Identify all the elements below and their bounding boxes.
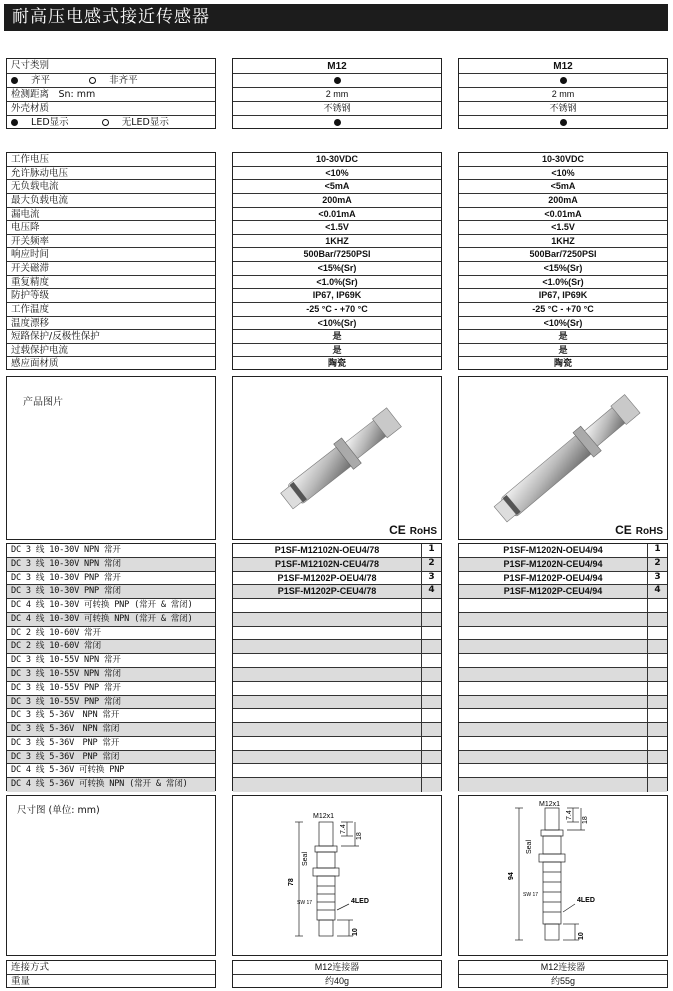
electrical-value: <5mA bbox=[233, 180, 441, 194]
model-index bbox=[647, 627, 667, 640]
wiring-label-block bbox=[6, 543, 216, 791]
model-row bbox=[233, 572, 441, 586]
dim-18: 18 bbox=[582, 816, 589, 824]
dim-18: 18 bbox=[356, 832, 363, 840]
length-dim: 78 bbox=[288, 878, 295, 886]
model-row bbox=[233, 737, 441, 751]
electrical-label: 无负载电流 bbox=[7, 180, 215, 194]
sensor-photo-short bbox=[233, 377, 441, 539]
wiring-type-label: DC 4 线 5-36V 可转换 NPN (常开 & 常闭) bbox=[7, 778, 215, 792]
model-row bbox=[233, 640, 441, 654]
model-row bbox=[233, 544, 441, 558]
rohs-mark: RoHS bbox=[409, 526, 437, 537]
empty-circle-icon bbox=[89, 77, 96, 84]
model-row bbox=[233, 585, 441, 599]
model-index bbox=[647, 737, 667, 750]
model-number bbox=[459, 613, 647, 626]
size-value: M12 bbox=[459, 59, 667, 74]
model-number bbox=[233, 682, 421, 695]
electrical-value: <10% bbox=[233, 167, 441, 181]
product-image-2 bbox=[458, 376, 668, 540]
filled-dot-icon bbox=[11, 119, 18, 126]
model-row bbox=[459, 627, 667, 641]
electrical-value: 是 bbox=[459, 330, 667, 344]
ce-mark: CE bbox=[389, 523, 406, 537]
housing-value: 不锈钢 bbox=[459, 102, 667, 116]
page-title: 耐高压电感式接近传感器 bbox=[4, 4, 668, 31]
size-value: M12 bbox=[233, 59, 441, 74]
model-number bbox=[459, 709, 647, 722]
spec-column-2 bbox=[458, 58, 668, 129]
model-index: 4 bbox=[421, 585, 441, 598]
wiring-type-label: DC 3 线 10-30V PNP 常闭 bbox=[7, 585, 215, 599]
wiring-type-label: DC 2 线 10-60V 常闭 bbox=[7, 640, 215, 654]
connection-column-1 bbox=[232, 960, 442, 988]
electrical-value: 500Bar/7250PSI bbox=[459, 248, 667, 262]
sensing-distance-label: 检测距离 Sn: mm bbox=[7, 88, 215, 102]
model-number: P1SF-M1202P-OEU4/94 bbox=[503, 572, 603, 583]
model-index bbox=[421, 627, 441, 640]
flush-indicator bbox=[459, 74, 667, 88]
filled-dot-icon bbox=[11, 77, 18, 84]
connection-value: M12连接器 bbox=[233, 961, 441, 975]
model-number: P1SF-M1202N-OEU4/94 bbox=[503, 545, 603, 555]
spec-column-1 bbox=[232, 58, 442, 129]
electrical-value: 200mA bbox=[233, 194, 441, 208]
thread-dim: M12x1 bbox=[539, 801, 561, 808]
certification-marks bbox=[389, 523, 437, 537]
electrical-label: 开关磁滞 bbox=[7, 262, 215, 276]
wiring-type-label: DC 3 线 10-30V PNP 常开 bbox=[7, 572, 215, 586]
no-led-label: 无LED显示 bbox=[121, 117, 169, 128]
electrical-value: 10-30VDC bbox=[459, 153, 667, 167]
electrical-column-2 bbox=[458, 152, 668, 370]
model-index: 3 bbox=[421, 572, 441, 585]
model-index bbox=[421, 640, 441, 653]
seal-label: Seal bbox=[302, 851, 309, 866]
model-row bbox=[459, 654, 667, 668]
model-index bbox=[421, 696, 441, 709]
model-row bbox=[459, 723, 667, 737]
model-row bbox=[459, 613, 667, 627]
connection-label-block bbox=[6, 960, 216, 988]
wiring-type-label: DC 3 线 10-55V PNP 常开 bbox=[7, 682, 215, 696]
filled-dot-icon bbox=[334, 77, 341, 84]
model-row bbox=[233, 682, 441, 696]
model-number: P1SF-M12102N-OEU4/78 bbox=[274, 545, 380, 555]
electrical-value: <5mA bbox=[459, 180, 667, 194]
spec-label-block bbox=[6, 58, 216, 129]
model-row bbox=[459, 709, 667, 723]
wiring-type-label: DC 4 线 5-36V 可转换 PNP bbox=[7, 764, 215, 778]
model-row bbox=[459, 544, 667, 558]
model-number bbox=[233, 696, 421, 709]
product-image-label: 产品图片 bbox=[23, 397, 63, 408]
model-number bbox=[233, 613, 421, 626]
model-row bbox=[233, 764, 441, 778]
wiring-type-label: DC 3 线 5-36V NPN 常开 bbox=[7, 709, 215, 723]
dimension-label: 尺寸图 (单位: mm) bbox=[17, 805, 100, 816]
ce-mark: CE bbox=[615, 523, 632, 537]
flush-option-row bbox=[7, 74, 215, 88]
model-number: P1SF-M1202P-CEU4/78 bbox=[277, 586, 377, 597]
connection-label: 连接方式 bbox=[7, 961, 215, 975]
model-index: 1 bbox=[421, 544, 441, 557]
electrical-value: 500Bar/7250PSI bbox=[233, 248, 441, 262]
model-number bbox=[233, 627, 421, 640]
model-number bbox=[459, 723, 647, 736]
electrical-value: <1.0%(Sr) bbox=[459, 276, 667, 290]
electrical-label: 开关频率 bbox=[7, 235, 215, 249]
model-index bbox=[421, 737, 441, 750]
electrical-value: 陶瓷 bbox=[327, 358, 346, 369]
model-row bbox=[233, 654, 441, 668]
dimension-drawing-2 bbox=[458, 795, 668, 956]
model-index bbox=[421, 709, 441, 722]
wrench-size: SW 17 bbox=[297, 900, 313, 906]
model-index bbox=[421, 778, 441, 792]
model-index bbox=[647, 778, 667, 792]
model-row bbox=[459, 572, 667, 586]
model-number bbox=[233, 737, 421, 750]
model-index bbox=[421, 723, 441, 736]
model-index bbox=[647, 668, 667, 681]
led-indicator bbox=[459, 116, 667, 130]
model-index bbox=[647, 640, 667, 653]
model-number bbox=[459, 764, 647, 777]
dim-10: 10 bbox=[578, 932, 585, 940]
size-type-label: 尺寸类别 bbox=[7, 59, 215, 74]
product-image-1 bbox=[232, 376, 442, 540]
housing-label: 外壳材质 bbox=[7, 102, 215, 116]
model-row bbox=[459, 751, 667, 765]
led-label: LED显示 bbox=[31, 117, 69, 128]
electrical-label: 温度漂移 bbox=[7, 317, 215, 331]
wiring-type-label: DC 3 线 5-36V NPN 常闭 bbox=[7, 723, 215, 737]
weight-label: 重量 bbox=[11, 976, 31, 987]
thread-dim: M12x1 bbox=[313, 813, 335, 820]
model-number: P1SF-M1202P-OEU4/78 bbox=[277, 572, 377, 583]
electrical-value: <15%(Sr) bbox=[233, 262, 441, 276]
wrench-size: SW 17 bbox=[523, 892, 539, 898]
model-row bbox=[233, 723, 441, 737]
model-column-2 bbox=[458, 543, 668, 791]
led-callout: 4LED bbox=[351, 898, 369, 905]
model-number bbox=[233, 751, 421, 764]
model-number bbox=[233, 599, 421, 612]
model-number bbox=[233, 709, 421, 722]
model-number bbox=[233, 668, 421, 681]
electrical-value: <0.01mA bbox=[459, 208, 667, 222]
wiring-type-label: DC 3 线 5-36V PNP 常开 bbox=[7, 737, 215, 751]
model-row bbox=[459, 558, 667, 572]
product-image-label-block bbox=[6, 376, 216, 540]
led-callout: 4LED bbox=[577, 897, 595, 904]
model-row bbox=[233, 599, 441, 613]
model-number bbox=[459, 778, 647, 792]
model-row bbox=[233, 627, 441, 641]
weight-value: 约55g bbox=[550, 976, 576, 986]
filled-dot-icon bbox=[560, 119, 567, 126]
model-index bbox=[647, 723, 667, 736]
sensing-value: 2 mm bbox=[233, 88, 441, 102]
model-number: P1SF-M1202P-CEU4/94 bbox=[503, 586, 603, 597]
wiring-type-label: DC 2 线 10-60V 常开 bbox=[7, 627, 215, 641]
model-row bbox=[233, 668, 441, 682]
model-number bbox=[233, 723, 421, 736]
led-indicator bbox=[233, 116, 441, 130]
electrical-label: 漏电流 bbox=[7, 208, 215, 222]
electrical-value: IP67, IP69K bbox=[233, 289, 441, 303]
model-column-1 bbox=[232, 543, 442, 791]
electrical-value: <10%(Sr) bbox=[233, 317, 441, 331]
model-row bbox=[459, 696, 667, 710]
electrical-value: -25 °C - +70 °C bbox=[233, 303, 441, 317]
model-index bbox=[647, 682, 667, 695]
sensing-value: 2 mm bbox=[459, 88, 667, 102]
wiring-type-label: DC 4 线 10-30V 可转换 PNP (常开 & 常闭) bbox=[7, 599, 215, 613]
length-dim: 94 bbox=[508, 872, 515, 880]
electrical-label: 最大负载电流 bbox=[7, 194, 215, 208]
model-index bbox=[647, 696, 667, 709]
electrical-label: 重复精度 bbox=[7, 276, 215, 290]
non-flush-label: 非齐平 bbox=[109, 75, 138, 86]
dimension-drawing-1 bbox=[232, 795, 442, 956]
electrical-value: 是 bbox=[459, 344, 667, 358]
electrical-column-1 bbox=[232, 152, 442, 370]
wiring-type-label: DC 3 线 10-30V NPN 常开 bbox=[7, 544, 215, 558]
model-number bbox=[233, 654, 421, 667]
electrical-value: <1.0%(Sr) bbox=[233, 276, 441, 290]
model-index bbox=[421, 668, 441, 681]
model-index: 2 bbox=[647, 558, 667, 571]
wiring-type-label: DC 3 线 10-55V NPN 常闭 bbox=[7, 668, 215, 682]
model-number bbox=[233, 778, 421, 792]
model-number bbox=[459, 627, 647, 640]
dim-7-4: 7.4 bbox=[566, 810, 573, 820]
electrical-value: <1.5V bbox=[459, 221, 667, 235]
electrical-value: <10% bbox=[459, 167, 667, 181]
electrical-label: 过载保护电流 bbox=[7, 344, 215, 358]
model-number: P1SF-M12102N-CEU4/78 bbox=[274, 558, 380, 569]
dim-10: 10 bbox=[352, 928, 359, 936]
empty-circle-icon bbox=[102, 119, 109, 126]
model-row bbox=[459, 599, 667, 613]
rohs-mark: RoHS bbox=[635, 526, 663, 537]
model-index: 3 bbox=[647, 572, 667, 585]
connection-column-2 bbox=[458, 960, 668, 988]
model-index bbox=[421, 599, 441, 612]
electrical-value: 10-30VDC bbox=[233, 153, 441, 167]
electrical-value: 是 bbox=[233, 330, 441, 344]
model-index bbox=[647, 709, 667, 722]
filled-dot-icon bbox=[334, 119, 341, 126]
model-number bbox=[459, 682, 647, 695]
electrical-value: <0.01mA bbox=[233, 208, 441, 222]
model-number bbox=[459, 599, 647, 612]
electrical-value: 陶瓷 bbox=[553, 358, 572, 369]
model-number bbox=[233, 640, 421, 653]
model-row bbox=[459, 737, 667, 751]
model-index bbox=[421, 654, 441, 667]
electrical-label: 防护等级 bbox=[7, 289, 215, 303]
model-row bbox=[459, 778, 667, 792]
electrical-value: 1KHZ bbox=[233, 235, 441, 249]
electrical-value: 200mA bbox=[459, 194, 667, 208]
electrical-value: <1.5V bbox=[233, 221, 441, 235]
model-index bbox=[647, 654, 667, 667]
model-number: P1SF-M1202N-CEU4/94 bbox=[503, 558, 603, 569]
electrical-value: -25 °C - +70 °C bbox=[459, 303, 667, 317]
electrical-value: 1KHZ bbox=[459, 235, 667, 249]
model-row bbox=[233, 613, 441, 627]
model-row bbox=[233, 778, 441, 792]
model-row bbox=[459, 585, 667, 599]
model-index bbox=[647, 599, 667, 612]
model-row bbox=[233, 696, 441, 710]
drawing-long bbox=[459, 796, 667, 955]
model-index: 2 bbox=[421, 558, 441, 571]
electrical-label: 感应面材质 bbox=[11, 358, 59, 370]
model-row bbox=[459, 640, 667, 654]
model-number bbox=[459, 696, 647, 709]
filled-dot-icon bbox=[560, 77, 567, 84]
wiring-type-label: DC 3 线 10-55V PNP 常闭 bbox=[7, 696, 215, 710]
wiring-type-label: DC 4 线 10-30V 可转换 NPN (常开 & 常闭) bbox=[7, 613, 215, 627]
wiring-type-label: DC 3 线 10-30V NPN 常闭 bbox=[7, 558, 215, 572]
electrical-label-block bbox=[6, 152, 216, 370]
model-number bbox=[459, 737, 647, 750]
model-row bbox=[233, 751, 441, 765]
seal-label: Seal bbox=[526, 839, 533, 854]
drawing-short bbox=[233, 796, 441, 955]
led-option-row bbox=[7, 116, 215, 130]
model-number bbox=[459, 654, 647, 667]
model-index bbox=[647, 613, 667, 626]
model-index bbox=[421, 764, 441, 777]
model-row bbox=[459, 668, 667, 682]
housing-value: 不锈钢 bbox=[233, 102, 441, 116]
model-number bbox=[233, 764, 421, 777]
electrical-label: 工作电压 bbox=[7, 153, 215, 167]
electrical-value: 是 bbox=[233, 344, 441, 358]
model-index bbox=[421, 613, 441, 626]
model-index: 4 bbox=[647, 585, 667, 598]
model-row bbox=[233, 709, 441, 723]
electrical-value: <15%(Sr) bbox=[459, 262, 667, 276]
model-index bbox=[647, 764, 667, 777]
weight-value: 约40g bbox=[324, 976, 350, 986]
wiring-type-label: DC 3 线 10-55V NPN 常开 bbox=[7, 654, 215, 668]
electrical-label: 短路保护/反极性保护 bbox=[7, 330, 215, 344]
electrical-label: 允许脉动电压 bbox=[7, 167, 215, 181]
certification-marks bbox=[615, 523, 663, 537]
model-index bbox=[421, 751, 441, 764]
flush-label: 齐平 bbox=[31, 75, 51, 86]
electrical-label: 响应时间 bbox=[7, 248, 215, 262]
model-number bbox=[459, 751, 647, 764]
sensor-photo-long bbox=[459, 377, 667, 539]
flush-indicator bbox=[233, 74, 441, 88]
model-row bbox=[233, 558, 441, 572]
model-index: 1 bbox=[647, 544, 667, 557]
electrical-value: <10%(Sr) bbox=[459, 317, 667, 331]
model-row bbox=[459, 682, 667, 696]
model-index bbox=[647, 751, 667, 764]
dim-7-4: 7.4 bbox=[340, 824, 347, 834]
electrical-label: 电压降 bbox=[7, 221, 215, 235]
electrical-value: IP67, IP69K bbox=[459, 289, 667, 303]
dimension-label-block bbox=[6, 795, 216, 956]
wiring-type-label: DC 3 线 5-36V PNP 常闭 bbox=[7, 751, 215, 765]
connection-value: M12连接器 bbox=[459, 961, 667, 975]
model-index bbox=[421, 682, 441, 695]
model-row bbox=[459, 764, 667, 778]
model-number bbox=[459, 640, 647, 653]
electrical-label: 工作温度 bbox=[7, 303, 215, 317]
model-number bbox=[459, 668, 647, 681]
